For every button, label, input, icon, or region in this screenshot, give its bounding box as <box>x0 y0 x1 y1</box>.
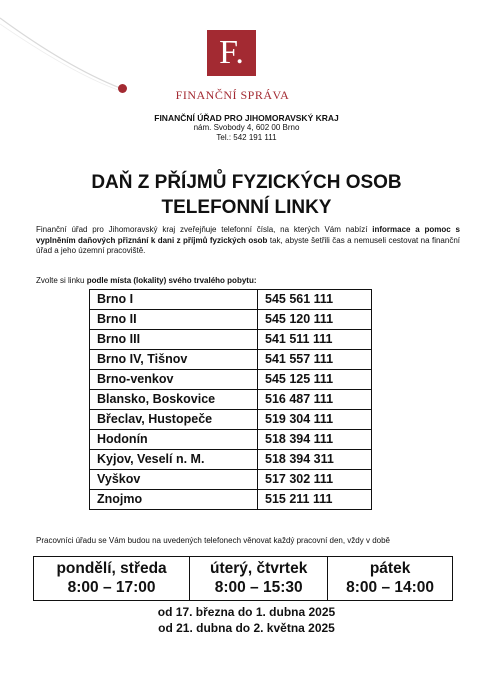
table-row <box>90 390 372 410</box>
office-header <box>0 113 493 143</box>
table-row <box>90 290 372 310</box>
table-row <box>90 490 372 510</box>
intro-text-1: Finanční úřad pro Jihomoravský kraj zveřejňuje telefonní čísla, na kterých Vám nabízí <box>36 225 373 234</box>
hours-cell <box>34 557 190 601</box>
choose-bold: podle místa (lokality) svého trvalého pobytu: <box>86 276 257 285</box>
page-title <box>0 170 493 220</box>
location-cell: Brno-venkov <box>90 370 258 390</box>
location-cell: Brno IV, Tišnov <box>90 350 258 370</box>
location-cell: Znojmo <box>90 490 258 510</box>
hours-time: 8:00 – 14:00 <box>346 579 435 596</box>
office-name: FINANČNÍ ÚŘAD PRO JIHOMORAVSKÝ KRAJ <box>154 113 339 123</box>
table-row <box>90 370 372 390</box>
location-cell: Břeclav, Hustopeče <box>90 410 258 430</box>
title-line-2: TELEFONNÍ LINKY <box>161 197 332 218</box>
table-row <box>90 450 372 470</box>
location-cell: Blansko, Boskovice <box>90 390 258 410</box>
date-range-1: od 17. března do 1. dubna 2025 <box>157 605 336 619</box>
hours-time: 8:00 – 15:30 <box>214 579 303 596</box>
phone-cell: 545 125 111 <box>258 370 372 390</box>
intro-paragraph <box>36 225 460 257</box>
logo-letter: F. <box>219 34 244 71</box>
office-hours-table <box>33 556 453 601</box>
location-cell: Brno III <box>90 330 258 350</box>
intro-text-2: tak, abyste šetřili čas a nemuseli cestovat na finanční úřad a jeho územní pracoviště. <box>36 235 461 255</box>
location-cell: Vyškov <box>90 470 258 490</box>
phone-cell: 545 561 111 <box>258 290 372 310</box>
date-range-2: od 21. dubna do 2. května 2025 <box>158 621 335 635</box>
location-cell: Kyjov, Veselí n. M. <box>90 450 258 470</box>
hours-days: úterý, čtvrtek <box>209 560 308 577</box>
location-cell: Brno I <box>90 290 258 310</box>
hours-days: pátek <box>369 560 411 577</box>
phone-cell: 519 304 111 <box>258 410 372 430</box>
hours-intro: Pracovníci úřadu se Vám budou na uvedených telefonech věnovat každý pracovní den, vždy v době <box>36 536 390 545</box>
table-row <box>90 310 372 330</box>
phone-cell: 518 394 111 <box>258 430 372 450</box>
phone-lines-table <box>89 289 372 510</box>
phone-cell: 516 487 111 <box>258 390 372 410</box>
logo-wordmark: FINANČNÍ SPRÁVA <box>175 88 290 102</box>
office-address: nám. Svobody 4, 602 00 Brno <box>193 123 300 132</box>
hours-cell <box>328 557 453 601</box>
table-row <box>90 330 372 350</box>
title-line-1: DAŇ Z PŘÍJMŮ FYZICKÝCH OSOB <box>91 172 402 193</box>
phone-cell: 541 511 111 <box>258 330 372 350</box>
service-dates <box>0 604 493 636</box>
hours-cell <box>190 557 328 601</box>
phone-cell: 517 302 111 <box>258 470 372 490</box>
phone-cell: 515 211 111 <box>258 490 372 510</box>
intro-bold: informace a pomoc s vyplněním daňových přiznání k dani z příjmů fyzických osob <box>36 225 460 245</box>
office-phone: Tel.: 542 191 111 <box>216 133 277 142</box>
choose-text: Zvolte si linku <box>36 276 87 285</box>
table-row <box>90 470 372 490</box>
table-row <box>90 350 372 370</box>
location-cell: Hodonín <box>90 430 258 450</box>
location-cell: Brno II <box>90 310 258 330</box>
hours-time: 8:00 – 17:00 <box>67 579 156 596</box>
table-row <box>90 430 372 450</box>
phone-cell: 518 394 311 <box>258 450 372 470</box>
phone-cell: 545 120 111 <box>258 310 372 330</box>
hours-row <box>34 557 453 601</box>
phone-cell: 541 557 111 <box>258 350 372 370</box>
finance-logo <box>207 30 256 76</box>
table-row <box>90 410 372 430</box>
hours-days: pondělí, středa <box>56 560 167 577</box>
logo-dot-icon <box>118 84 127 93</box>
choose-line-instruction <box>36 276 460 286</box>
